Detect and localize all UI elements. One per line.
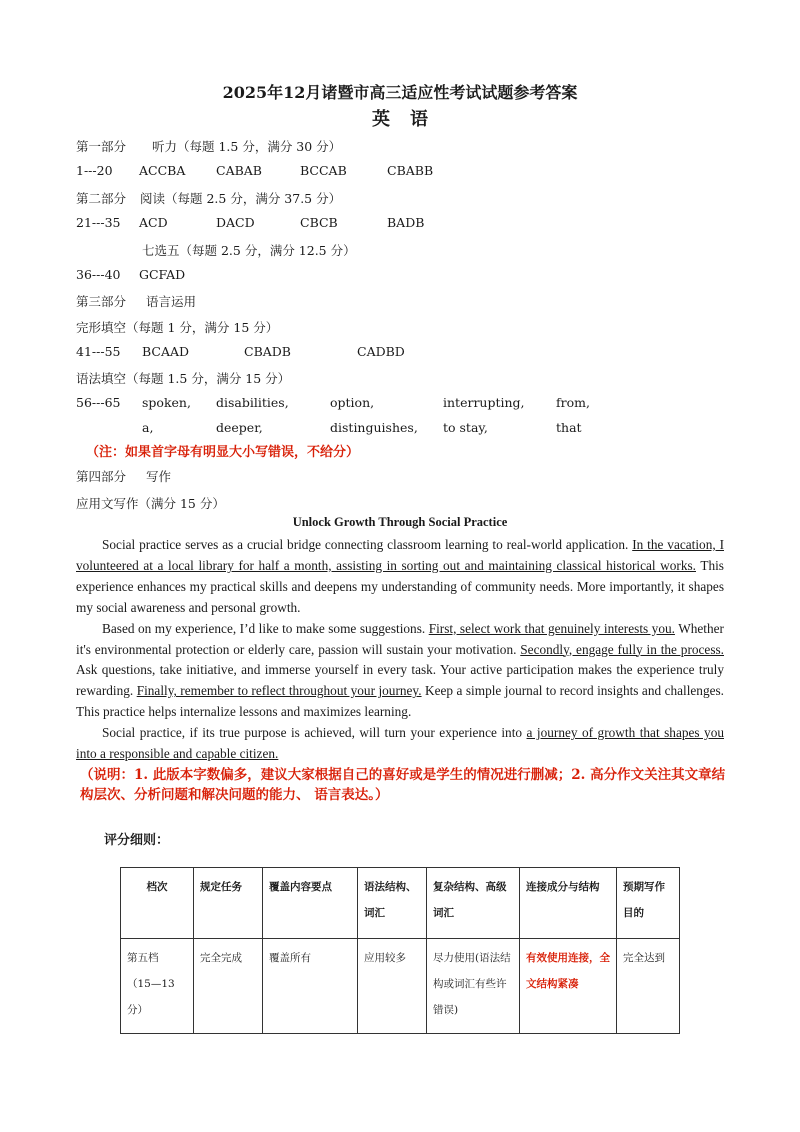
answer-group: BADB	[387, 215, 425, 230]
essay-text: Ask questions, take initiative, and immerse yourself in every task. Your active participation makes the experience truly rewarding.	[76, 662, 724, 699]
header-cell: 覆盖内容要点	[263, 868, 358, 939]
essay-text: Keep a simple journal to record insights and challenges. This practice helps internalize lessons and maximizes learning.	[76, 683, 725, 720]
level-name: 第五档	[127, 952, 159, 964]
essay-paragraph	[76, 619, 724, 724]
grammar-note: （注：如果首字母有明显大小写错误，不给分）	[86, 445, 360, 460]
part1-heading	[76, 137, 341, 155]
grammar-answer: from,	[556, 395, 590, 410]
answer-range: 56---65	[76, 395, 121, 410]
subject-heading: 英语	[372, 109, 448, 130]
part3-label: 第三部分	[76, 294, 127, 309]
answer-range: 41---55	[76, 344, 121, 359]
grammar-answer: distinguishes,	[330, 420, 418, 435]
essay-title: Unlock Growth Through Social Practice	[292, 515, 508, 529]
part2-label: 第二部分	[76, 191, 127, 206]
part1-desc: 听力（每题 1.5 分，满分 30 分）	[152, 139, 342, 154]
answer-group: DACD	[216, 215, 255, 230]
answer-group: ACCBA	[139, 163, 186, 178]
essay-text: Whether it's environmental protection or elderly care, passion will sustain your motivation.	[76, 620, 724, 657]
cell: 完全完成	[194, 939, 263, 1034]
header-cell: 规定任务	[194, 868, 263, 939]
part2-desc: 阅读（每题 2.5 分，满分 37.5 分）	[140, 191, 342, 206]
essay-body	[76, 535, 724, 765]
grammar-answer: to stay,	[443, 420, 488, 435]
cloze-heading: 完形填空（每题 1 分，满分 15 分）	[76, 320, 279, 335]
answer-group: CADBD	[357, 344, 405, 359]
part3-heading	[76, 292, 196, 310]
essay-underlined-text: First, select work that genuinely interests you.	[428, 620, 675, 636]
answer-group: CABAB	[216, 163, 262, 178]
grammar-answer: spoken,	[142, 395, 191, 410]
answer-group: CBCB	[300, 215, 338, 230]
essay-paragraph	[76, 723, 724, 765]
grammar-answer: option,	[330, 395, 375, 410]
answer-group: ACD	[139, 215, 168, 230]
cell: 完全达到	[617, 939, 680, 1034]
explain-note: （说明：1. 此版本字数偏多，建议大家根据自己的喜好或是学生的情况进行删减；2. 高分作文关注其文章结构层次、分析问题和解决问题的能力、 语言表达。）	[80, 767, 726, 803]
part4-heading	[76, 467, 171, 485]
level-cell	[121, 939, 194, 1034]
grammar-answer: that	[556, 420, 582, 435]
answer-group: GCFAD	[139, 267, 186, 282]
answer-range: 1---20	[76, 163, 113, 178]
header-cell: 复杂结构、高级词汇	[427, 868, 520, 939]
answer-group: BCAAD	[142, 344, 190, 359]
grammar-heading: 语法填空（每题 1.5 分，满分 15 分）	[76, 371, 291, 386]
essay-underlined-text: a journey of growth that shapes you into a responsible and capable citizen.	[76, 725, 724, 762]
essay-text: Social practice, if its true purpose is achieved, will turn your experience into	[102, 725, 527, 741]
answer-range: 36---40	[76, 267, 121, 282]
part4-desc: 写作	[146, 469, 172, 484]
part4-label: 第四部分	[76, 469, 127, 484]
cell: 尽力使用(语法结构或词汇有些许错误)	[427, 939, 520, 1034]
cell: 有效使用连接，全文结构紧凑	[520, 939, 617, 1034]
rubric-label: 评分细则：	[104, 833, 170, 848]
rubric-row	[121, 939, 680, 1034]
essay-underlined-text: Finally, remember to reflect throughout your journey.	[136, 683, 422, 699]
essay-text: Based on my experience, I’d like to make some suggestions.	[102, 620, 429, 636]
cell: 覆盖所有	[263, 939, 358, 1034]
grammar-answer: a,	[142, 420, 154, 435]
cell: 应用较多	[358, 939, 427, 1034]
writing-heading: 应用文写作（满分 15 分）	[76, 496, 225, 511]
document-title: 2025年12月诸暨市高三适应性考试试题参考答案	[222, 83, 578, 102]
part3-desc: 语言运用	[146, 294, 197, 309]
answer-range: 21---35	[76, 215, 121, 230]
essay-text: Social practice serves as a crucial bridge connecting classroom learning to real-world application.	[102, 537, 633, 552]
header-cell: 语法结构、词汇	[358, 868, 427, 939]
part1-label: 第一部分	[76, 139, 127, 154]
qixuanwu-heading: 七选五（每题 2.5 分，满分 12.5 分）	[142, 243, 356, 258]
rubric-header-row	[121, 868, 680, 939]
header-cell: 档次	[121, 868, 194, 939]
grammar-answer: disabilities,	[216, 395, 289, 410]
level-score: （15—13 分）	[127, 978, 175, 1016]
part2-heading	[76, 189, 341, 207]
essay-paragraph	[76, 535, 724, 619]
header-cell: 预期写作目的	[617, 868, 680, 939]
grammar-answer: deeper,	[216, 420, 263, 435]
answer-group: BCCAB	[300, 163, 347, 178]
rubric-table	[120, 867, 680, 1034]
answer-group: CBABB	[387, 163, 434, 178]
grammar-answer: interrupting,	[443, 395, 525, 410]
essay-underlined-text: In the vacation, I volunteered at a local library for half a month, assisting in sorting out and maintaining classical historical works.	[76, 537, 724, 573]
essay-text: This experience enhances my practical skills and deepens my understanding of community needs. More importantly, it shapes my social awareness and personal growth.	[76, 557, 724, 615]
header-cell: 连接成分与结构	[520, 868, 617, 939]
essay-underlined-text: Secondly, engage fully in the process.	[520, 641, 724, 657]
answer-group: CBADB	[244, 344, 291, 359]
